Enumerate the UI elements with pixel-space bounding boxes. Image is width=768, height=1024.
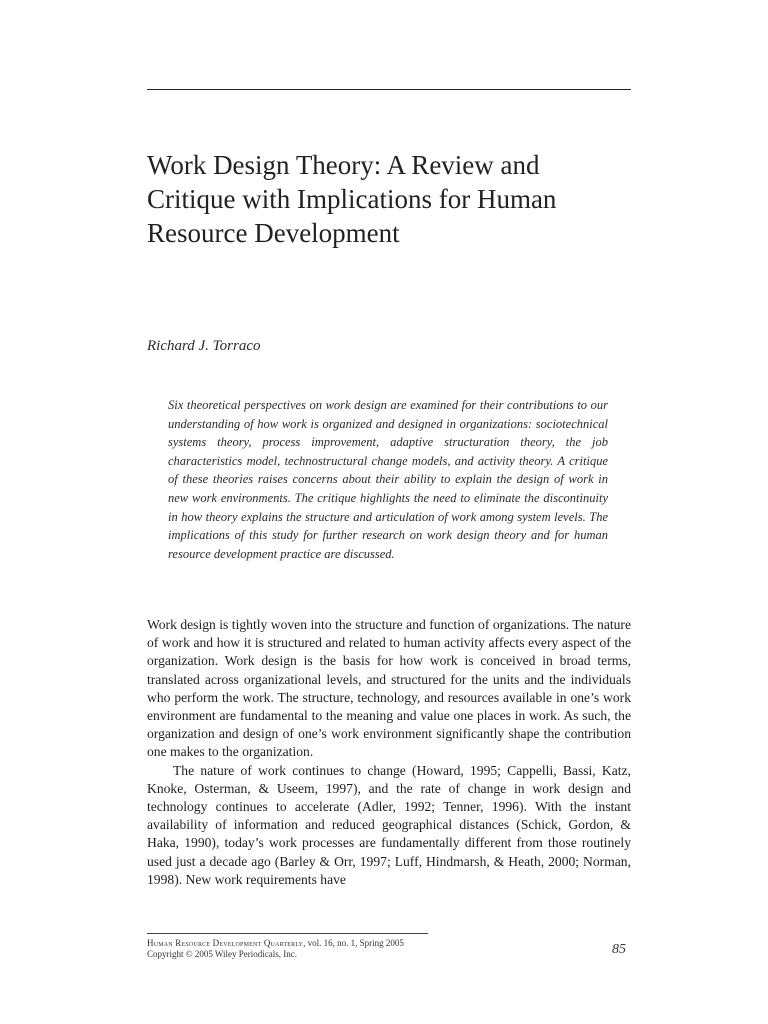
body-text (147, 616, 631, 889)
article-title: Work Design Theory: A Review and Critique with Implications for Human Resource Development (147, 150, 557, 248)
journal-name: Human Resource Development Quarterly (147, 938, 304, 948)
body-paragraph-1: Work design is tightly woven into the structure and function of organizations. The nature of work and how it is structured and related to human activity affects every aspect of the organization. Work design is the basis for how work is conceived in broad terms, translated across organizational levels, and structured for the units and the individuals who perform the work. The structure, technology, and resources available in one’s work environment are fundamental to the meaning and value one places in work. As such, the organization and design of one’s work environment significantly shape the contribution one makes to the organization. (147, 617, 631, 760)
top-rule (147, 89, 631, 90)
journal-issue: , vol. 16, no. 1, Spring 2005 (303, 938, 404, 948)
author-name: Richard J. Torraco (147, 338, 261, 354)
copyright: Copyright © 2005 Wiley Periodicals, Inc. (147, 948, 298, 959)
footer-citation (147, 938, 404, 959)
journal-line (147, 938, 404, 949)
footer-rule (147, 933, 428, 934)
body-paragraph-2: The nature of work continues to change (Howard, 1995; Cappelli, Bassi, Katz, Knoke, Osterman, & Useem, 1997), and the rate of change in work design and technology continues to accelerate (Adler, 1992; Tenner, 1996). With the instant availability of information and reduced geographical distances (Schick, Gordon, & Haka, 1990), today’s work processes are fundamentally different from those routinely used just a decade ago (Barley & Orr, 1997; Luff, Hindmarsh, & Heath, 2000; Norman, 1998). New work requirements have (147, 762, 631, 887)
page-number: 85 (612, 942, 626, 957)
abstract: Six theoretical perspectives on work design are examined for their contributions to our understanding of how work is organized and designed in organizations: sociotechnical systems theory, process improvement, adaptive structuration theory, the job characteristics model, technostructural change models, and activity theory. A critique of these theories raises concerns about their ability to explain the design of work in new work environments. The critique highlights the need to eliminate the discontinuity in how theory explains the structure and articulation of work among system levels. The implications of this study for further research on work design theory and for human resource development practice are discussed. (168, 398, 608, 561)
